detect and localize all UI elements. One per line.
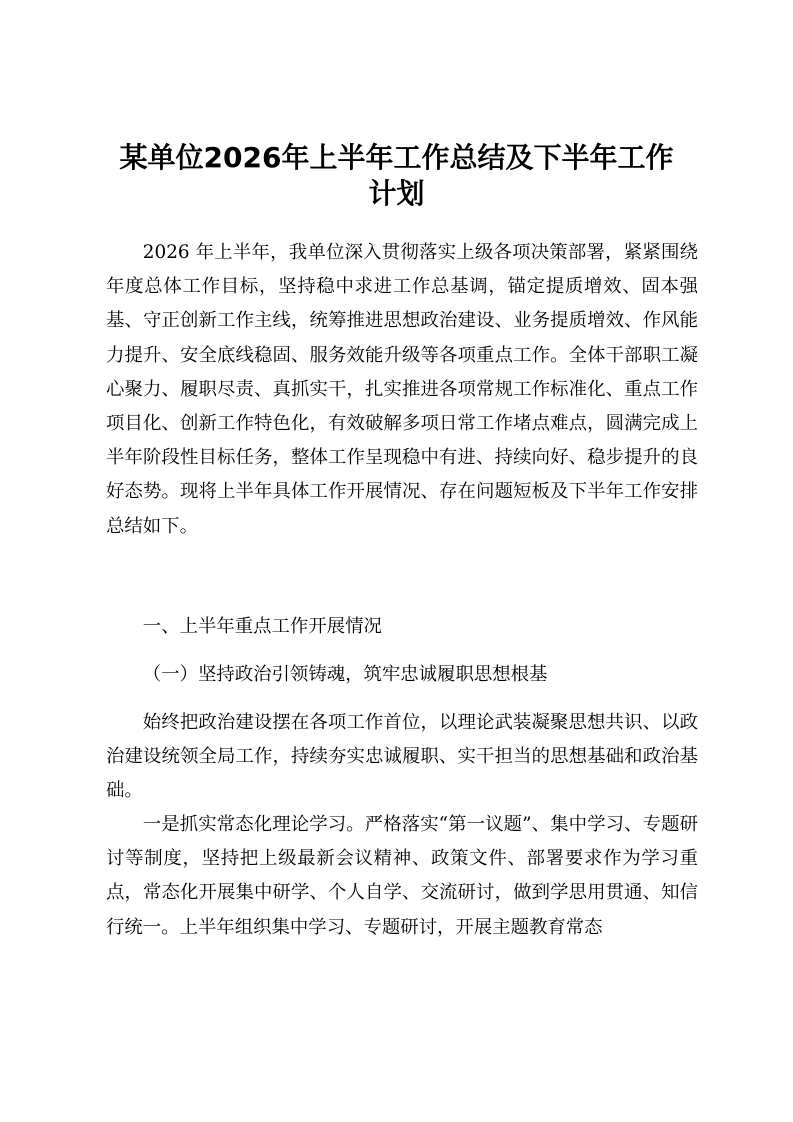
subsection-heading-1: （一）坚持政治引领铸魂，筑牢忠诚履职思想根基 <box>142 664 548 685</box>
title-line-1: 某单位2026年上半年工作总结及下半年工作 <box>119 141 674 174</box>
title-line-2: 计划 <box>368 177 425 210</box>
document-title <box>100 140 693 212</box>
section-heading-1: 一、上半年重点工作开展情况 <box>142 616 382 637</box>
subsection-1-paragraph: 始终把政治建设摆在各项工作首位，以理论武装凝聚思想共识、以政治建设统领全局工作，持续夯实忠诚履职、实干担当的思想基础和政治基础。 <box>106 712 698 802</box>
intro-paragraph: 2026 年上半年，我单位深入贯彻落实上级各项决策部署，紧紧围绕年度总体工作目标，坚持稳中求进工作总基调，锚定提质增效、固本强基、守正创新工作主线，统筹推进思想政治建设、业务提质增效、作风能力提升、安全底线稳固、服务效能升级等各项重点工作。全体干部职工凝心聚力、履职尽责、真抓实干，扎实推进各项常规工作标准化、重点工作项目化、创新工作特色化，有效破解多项日常工作堵点难点，圆满完成上半年阶段性目标任务，整体工作呈现稳中有进、持续向好、稳步提升的良好态势。现将上半年具体工作开展情况、存在问题短板及下半年工作安排总结如下。 <box>106 242 698 537</box>
point-1-paragraph: 一是抓实常态化理论学习。严格落实“第一议题”、集中学习、专题研讨等制度，坚持把上级最新会议精神、政策文件、部署要求作为学习重点，常态化开展集中研学、个人自学、交流研讨，做到学思用贯通、知信行统一。上半年组织集中学习、专题研讨，开展主题教育常态 <box>106 814 698 938</box>
